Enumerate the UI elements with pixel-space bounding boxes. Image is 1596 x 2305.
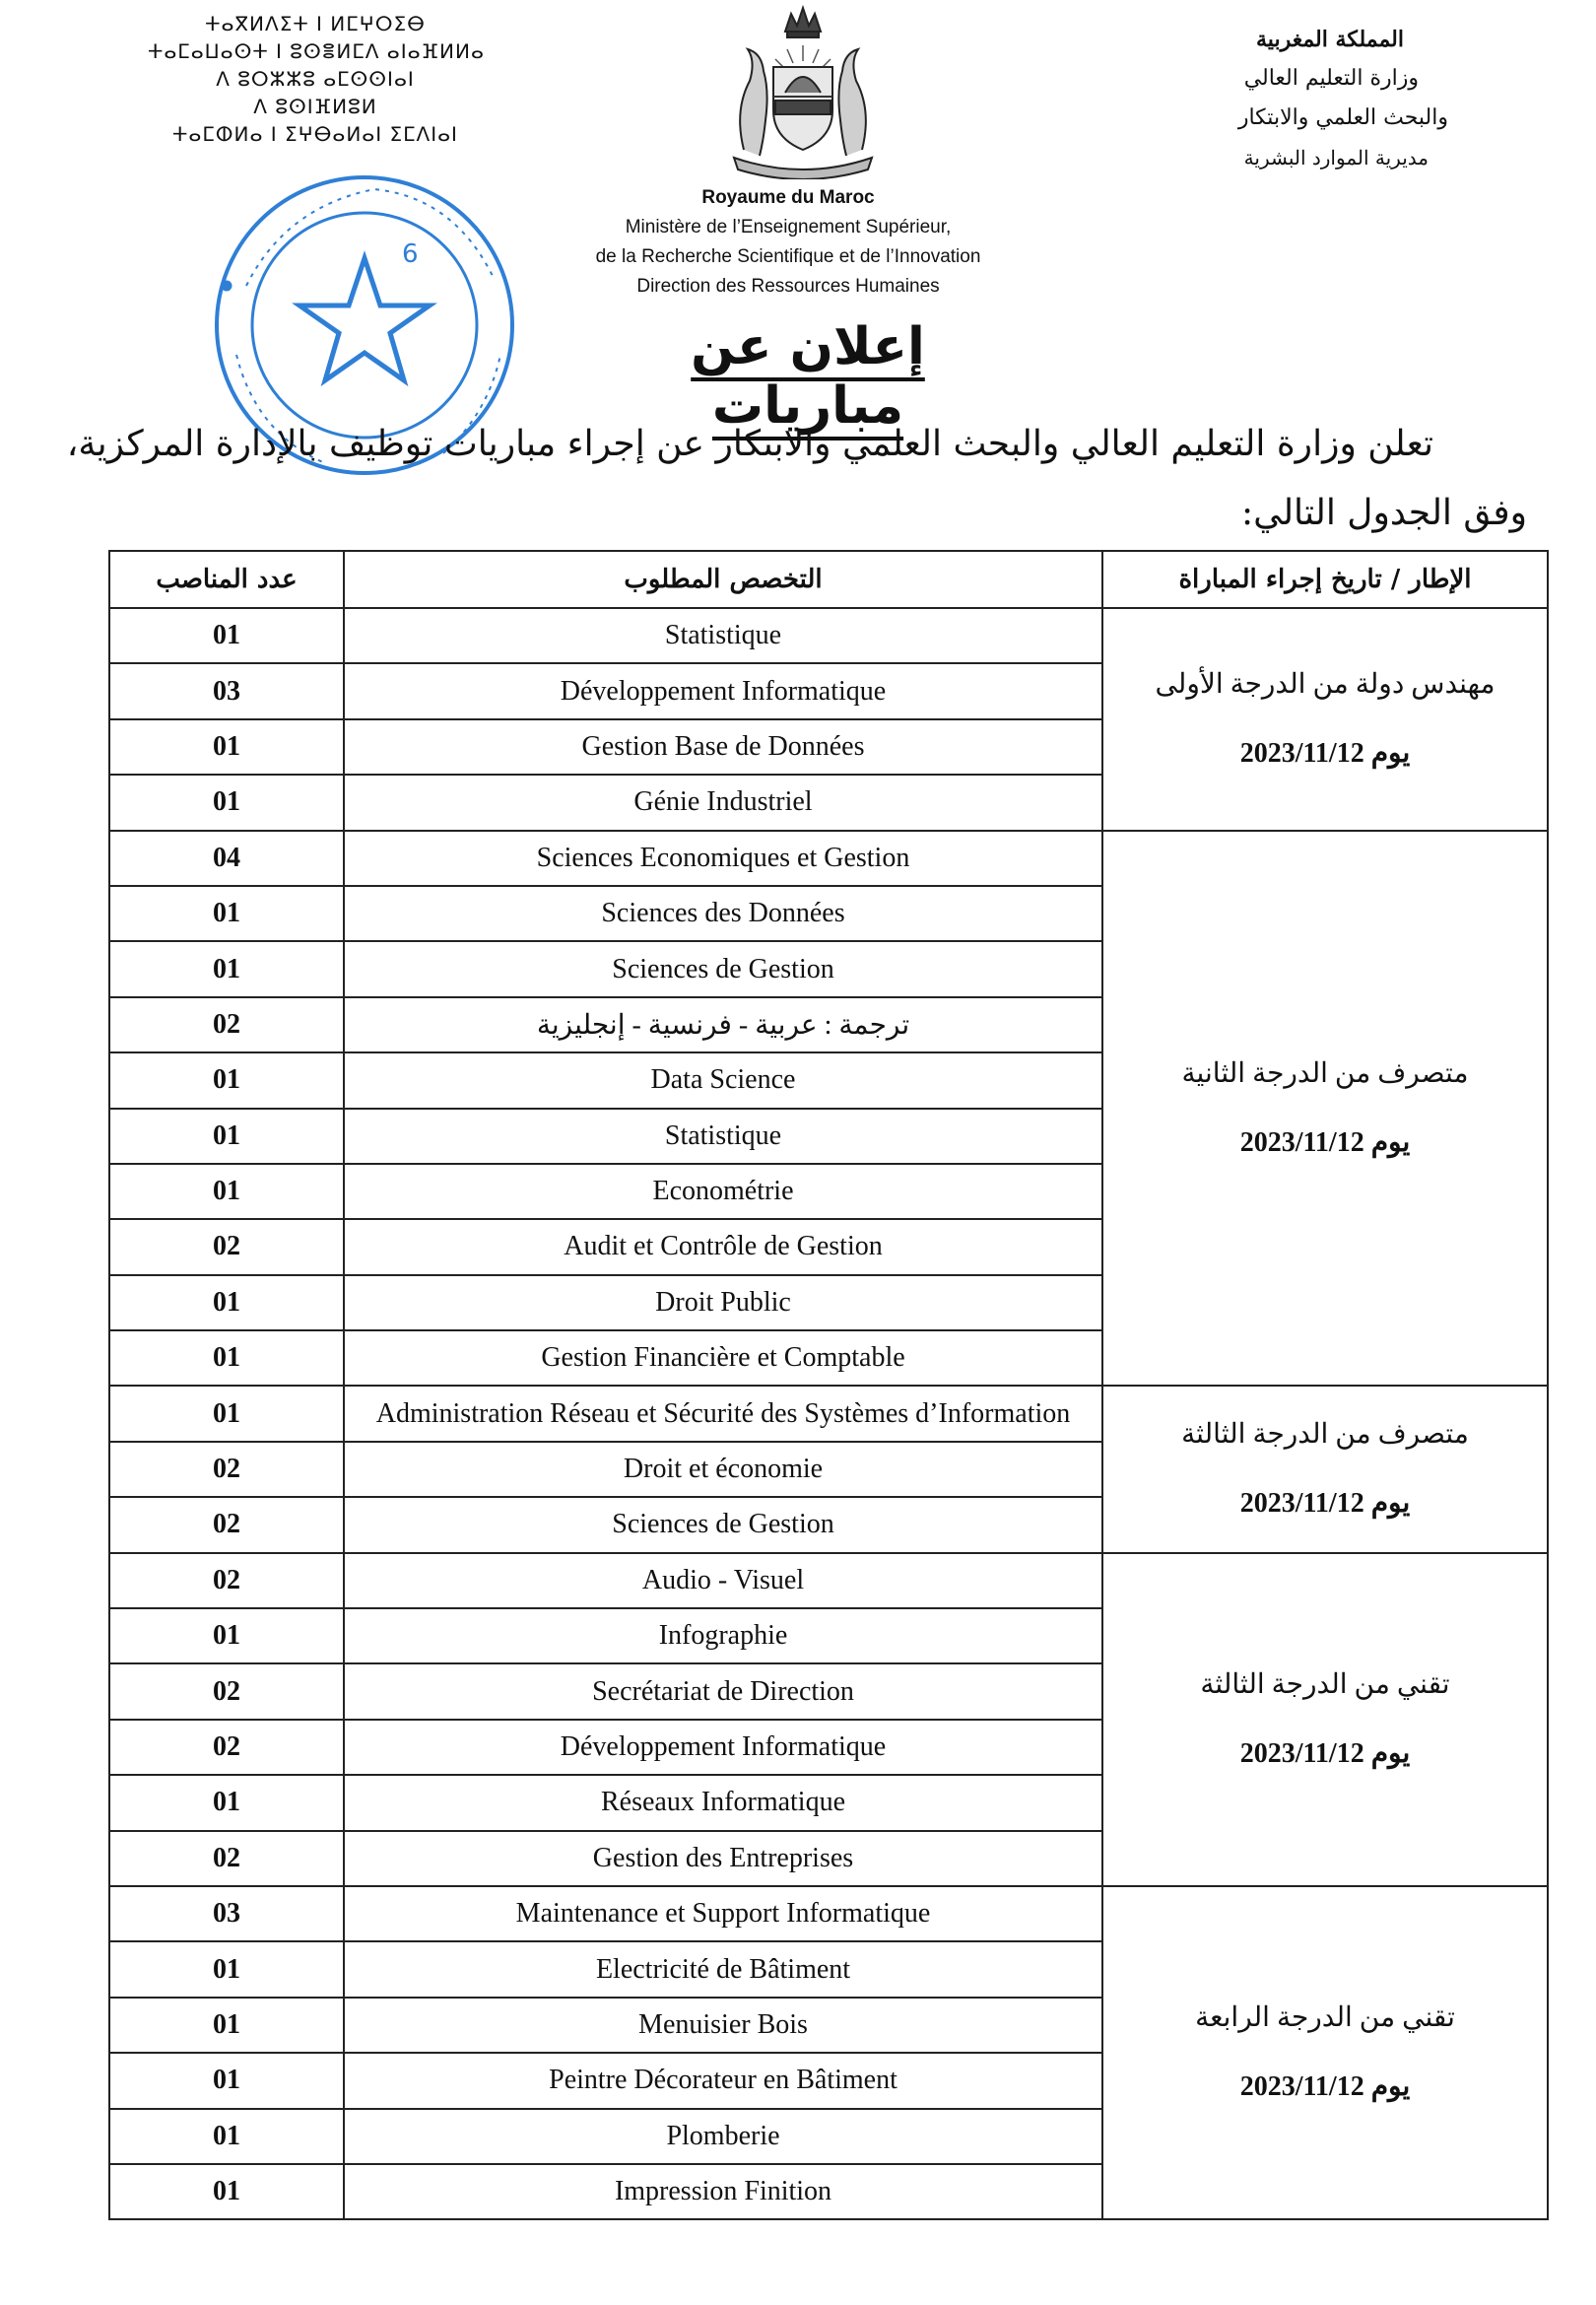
specialty-cell: Sciences Economiques et Gestion bbox=[344, 831, 1102, 886]
cadre-name: متصرف من الدرجة الثانية bbox=[1181, 1057, 1469, 1089]
specialty-cell: Plomberie bbox=[344, 2109, 1102, 2164]
post-count-cell: 01 bbox=[109, 1109, 344, 1164]
post-count-cell: 01 bbox=[109, 1386, 344, 1441]
post-count-cell: 01 bbox=[109, 1998, 344, 2053]
specialty-cell: Maintenance et Support Informatique bbox=[344, 1886, 1102, 1941]
table-row bbox=[109, 1886, 1548, 1941]
post-count-cell: 01 bbox=[109, 775, 344, 830]
page-title: إعلان عن مباريات bbox=[691, 317, 925, 436]
specialty-cell: Sciences de Gestion bbox=[344, 1497, 1102, 1552]
competition-table bbox=[108, 550, 1549, 2220]
specialty-cell: Electricité de Bâtiment bbox=[344, 1941, 1102, 1997]
post-count-cell: 02 bbox=[109, 997, 344, 1052]
post-count-cell: 02 bbox=[109, 1831, 344, 1886]
intro-text: تعلن وزارة التعليم العالي والبحث العلمي والابتكار عن إجراء مباريات توظيف بالإدارة المركزية، bbox=[66, 424, 1433, 464]
post-count-cell: 02 bbox=[109, 1442, 344, 1497]
specialty-cell: ترجمة : عربية - فرنسية - إنجليزية bbox=[344, 997, 1102, 1052]
post-count-cell: 03 bbox=[109, 663, 344, 718]
table-row bbox=[109, 1553, 1548, 1608]
specialty-cell: Peintre Décorateur en Bâtiment bbox=[344, 2053, 1102, 2108]
specialty-cell: Droit et économie bbox=[344, 1442, 1102, 1497]
cadre-name: متصرف من الدرجة الثالثة bbox=[1181, 1419, 1469, 1451]
specialty-cell: Gestion Financière et Comptable bbox=[344, 1330, 1102, 1386]
coat-of-arms-icon bbox=[704, 2, 901, 179]
exam-date: يوم 2023/11/12 bbox=[1239, 1737, 1411, 1769]
post-count-cell: 01 bbox=[109, 886, 344, 941]
post-count-cell: 01 bbox=[109, 2164, 344, 2219]
post-count-cell: 01 bbox=[109, 1775, 344, 1830]
cadre-date-cell bbox=[1102, 831, 1548, 1387]
exam-date: يوم 2023/11/12 bbox=[1239, 1488, 1411, 1520]
tifinagh-line: ⵜⴰⵎⴰⵡⴰⵙⵜ ⵏ ⵓⵙⴻⵍⵎⴷ ⴰⵏⴰⴼⵍⵍⴰ bbox=[148, 39, 485, 63]
tifinagh-line: ⵜⴰⵎⵀⵍⴰ ⵏ ⵉⵖⴱⴰⵍⴰⵏ ⵉⵎⴷⵏⴰⵏ bbox=[172, 122, 458, 146]
post-count-cell: 01 bbox=[109, 2053, 344, 2108]
arabic-line: وزارة التعليم العالي bbox=[1243, 66, 1419, 91]
cadre-date-cell bbox=[1102, 1886, 1548, 2219]
specialty-cell: Sciences de Gestion bbox=[344, 941, 1102, 996]
specialty-cell: Sciences des Données bbox=[344, 886, 1102, 941]
header-french bbox=[532, 183, 1044, 302]
post-count-cell: 02 bbox=[109, 1553, 344, 1608]
specialty-cell: Audio - Visuel bbox=[344, 1553, 1102, 1608]
specialty-cell: Gestion des Entreprises bbox=[344, 1831, 1102, 1886]
specialty-cell: Infographie bbox=[344, 1608, 1102, 1663]
post-count-cell: 01 bbox=[109, 941, 344, 996]
exam-date: يوم 2023/11/12 bbox=[1239, 1126, 1411, 1158]
post-count-cell: 01 bbox=[109, 1608, 344, 1663]
table-row bbox=[109, 608, 1548, 663]
specialty-cell: Data Science bbox=[344, 1052, 1102, 1108]
svg-text:6: 6 bbox=[402, 239, 419, 269]
header-count: عدد المناصب bbox=[109, 551, 344, 608]
cadre-date-cell bbox=[1102, 1386, 1548, 1552]
cadre-date-cell bbox=[1102, 608, 1548, 831]
french-line: Direction des Ressources Humaines bbox=[636, 276, 940, 297]
intro-text-continued: وفق الجدول التالي: bbox=[1240, 493, 1527, 533]
specialty-cell: Développement Informatique bbox=[344, 663, 1102, 718]
post-count-cell: 01 bbox=[109, 1275, 344, 1330]
arabic-line: المملكة المغربية bbox=[1256, 27, 1404, 52]
french-line: de la Recherche Scientifique et de l’Innovation bbox=[595, 246, 981, 267]
header-cadre: الإطار / تاريخ إجراء المباراة bbox=[1102, 551, 1548, 608]
specialty-cell: Menuisier Bois bbox=[344, 1998, 1102, 2053]
cadre-name: مهندس دولة من الدرجة الأولى bbox=[1155, 668, 1496, 700]
cadre-name: تقني من الدرجة الثالثة bbox=[1200, 1668, 1450, 1700]
tifinagh-line: ⵜⴰⴳⵍⴷⵉⵜ ⵏ ⵍⵎⵖⵔⵉⴱ bbox=[205, 12, 426, 35]
post-count-cell: 02 bbox=[109, 1219, 344, 1274]
post-count-cell: 01 bbox=[109, 1941, 344, 1997]
table-row bbox=[109, 831, 1548, 886]
table-row bbox=[109, 1386, 1548, 1441]
specialty-cell: Secrétariat de Direction bbox=[344, 1663, 1102, 1719]
exam-date: يوم 2023/11/12 bbox=[1239, 737, 1411, 769]
tifinagh-line: ⴷ ⵓⵔⵣⵣⵓ ⴰⵎⵙⵙⵏⴰⵏ bbox=[216, 67, 415, 91]
post-count-cell: 04 bbox=[109, 831, 344, 886]
specialty-cell: Econométrie bbox=[344, 1164, 1102, 1219]
post-count-cell: 01 bbox=[109, 1052, 344, 1108]
french-line: Ministère de l’Enseignement Supérieur, bbox=[625, 217, 952, 237]
specialty-cell: Administration Réseau et Sécurité des Systèmes d’Information bbox=[344, 1386, 1102, 1441]
table-body bbox=[109, 608, 1548, 2219]
specialty-cell: Statistique bbox=[344, 608, 1102, 663]
specialty-cell: Gestion Base de Données bbox=[344, 719, 1102, 775]
header-specialty: التخصص المطلوب bbox=[344, 551, 1102, 608]
specialty-cell: Génie Industriel bbox=[344, 775, 1102, 830]
table-header-row bbox=[109, 551, 1548, 608]
exam-date: يوم 2023/11/12 bbox=[1239, 2071, 1411, 2103]
header-arabic bbox=[1094, 20, 1448, 177]
specialty-cell: Impression Finition bbox=[344, 2164, 1102, 2219]
header-tifinagh bbox=[148, 10, 483, 148]
post-count-cell: 02 bbox=[109, 1497, 344, 1552]
post-count-cell: 03 bbox=[109, 1886, 344, 1941]
specialty-cell: Statistique bbox=[344, 1109, 1102, 1164]
tifinagh-line: ⴷ ⵓⵙⵏⴼⵍⵓⵍ bbox=[253, 95, 377, 118]
cadre-name: تقني من الدرجة الرابعة bbox=[1195, 2002, 1455, 2034]
specialty-cell: Développement Informatique bbox=[344, 1720, 1102, 1775]
cadre-date-cell bbox=[1102, 1553, 1548, 1886]
specialty-cell: Réseaux Informatique bbox=[344, 1775, 1102, 1830]
post-count-cell: 01 bbox=[109, 1330, 344, 1386]
post-count-cell: 01 bbox=[109, 2109, 344, 2164]
specialty-cell: Droit Public bbox=[344, 1275, 1102, 1330]
post-count-cell: 01 bbox=[109, 1164, 344, 1219]
arabic-line: مديرية الموارد البشرية bbox=[1243, 146, 1429, 169]
post-count-cell: 01 bbox=[109, 608, 344, 663]
post-count-cell: 02 bbox=[109, 1663, 344, 1719]
arabic-line: والبحث العلمي والابتكار bbox=[1237, 105, 1448, 130]
post-count-cell: 01 bbox=[109, 719, 344, 775]
post-count-cell: 02 bbox=[109, 1720, 344, 1775]
french-line: Royaume du Maroc bbox=[701, 187, 875, 208]
specialty-cell: Audit et Contrôle de Gestion bbox=[344, 1219, 1102, 1274]
